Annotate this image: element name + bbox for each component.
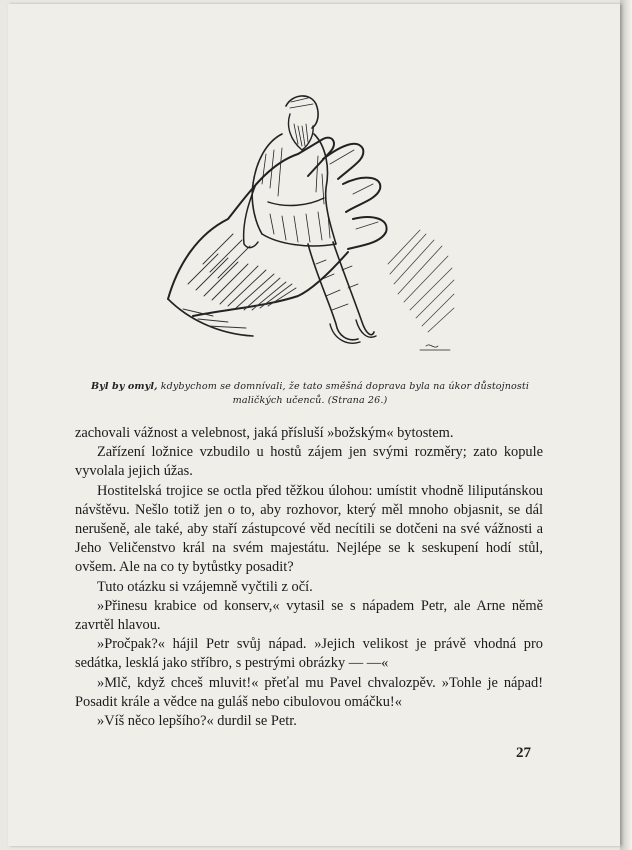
paragraph: Hostitelská trojice se octla před těžkou úlohou: umístit vhodně liliputánskou návštěvu. Nešlo totiž jen o to, aby rozhovor, který měl mnoho objasnit, se dál nerušeně, ale také, aby staří zástupcové věd necítili se dotčeni na své vážnosti a Jeho Veličenstvo král na svém majestátu. Nejlépe se k seskupení hodí stůl, ovšem. Ale na co ty bytůstky posadit? [75, 482, 543, 576]
paragraph: zachovali vážnost a velebnost, jaká přísluší »božským« bytostem. [75, 425, 454, 441]
paragraph: »Mlč, když chceš mluvit!« přeťal mu Pavel chvalozpěv. »Tohle je nápad! Posadit krále a vědce na guláš nebo cibulovou omáčku!« [75, 674, 543, 710]
book-page [8, 4, 620, 846]
paragraph: »Přinesu krabice od konserv,« vytasil se s nápadem Petr, ale Arne němě zavrtěl hlavou. [75, 597, 543, 634]
caption-text: kdybychom se domnívali, že tato směšná doprava byla na úkor důstojnosti maličkých učenců. (Strana 26.) [157, 381, 530, 406]
page-number: 27 [516, 745, 531, 761]
paragraph: Zařízení ložnice vzbudilo u hostů zájem jen svými rozměry; zato kopule vyvolala jejich úžas. [75, 444, 543, 480]
illustration-caption [72, 380, 548, 408]
body-text [75, 424, 543, 731]
paragraph: »Pročpak?« hájil Petr svůj nápad. »Jejich velikost je právě vhodná pro sedátka, lesklá jako stříbro, s pestrými obrázky — —« [75, 636, 543, 672]
book-spine-edge [620, 0, 632, 850]
caption-lead: Byl by omyl, [90, 381, 158, 392]
paragraph: Tuto otázku si vzájemně vyčtili z očí. [97, 578, 313, 595]
illustration-old-man-on-hand-icon [158, 84, 458, 374]
paragraph: »Víš něco lepšího?« durdil se Petr. [97, 713, 297, 730]
